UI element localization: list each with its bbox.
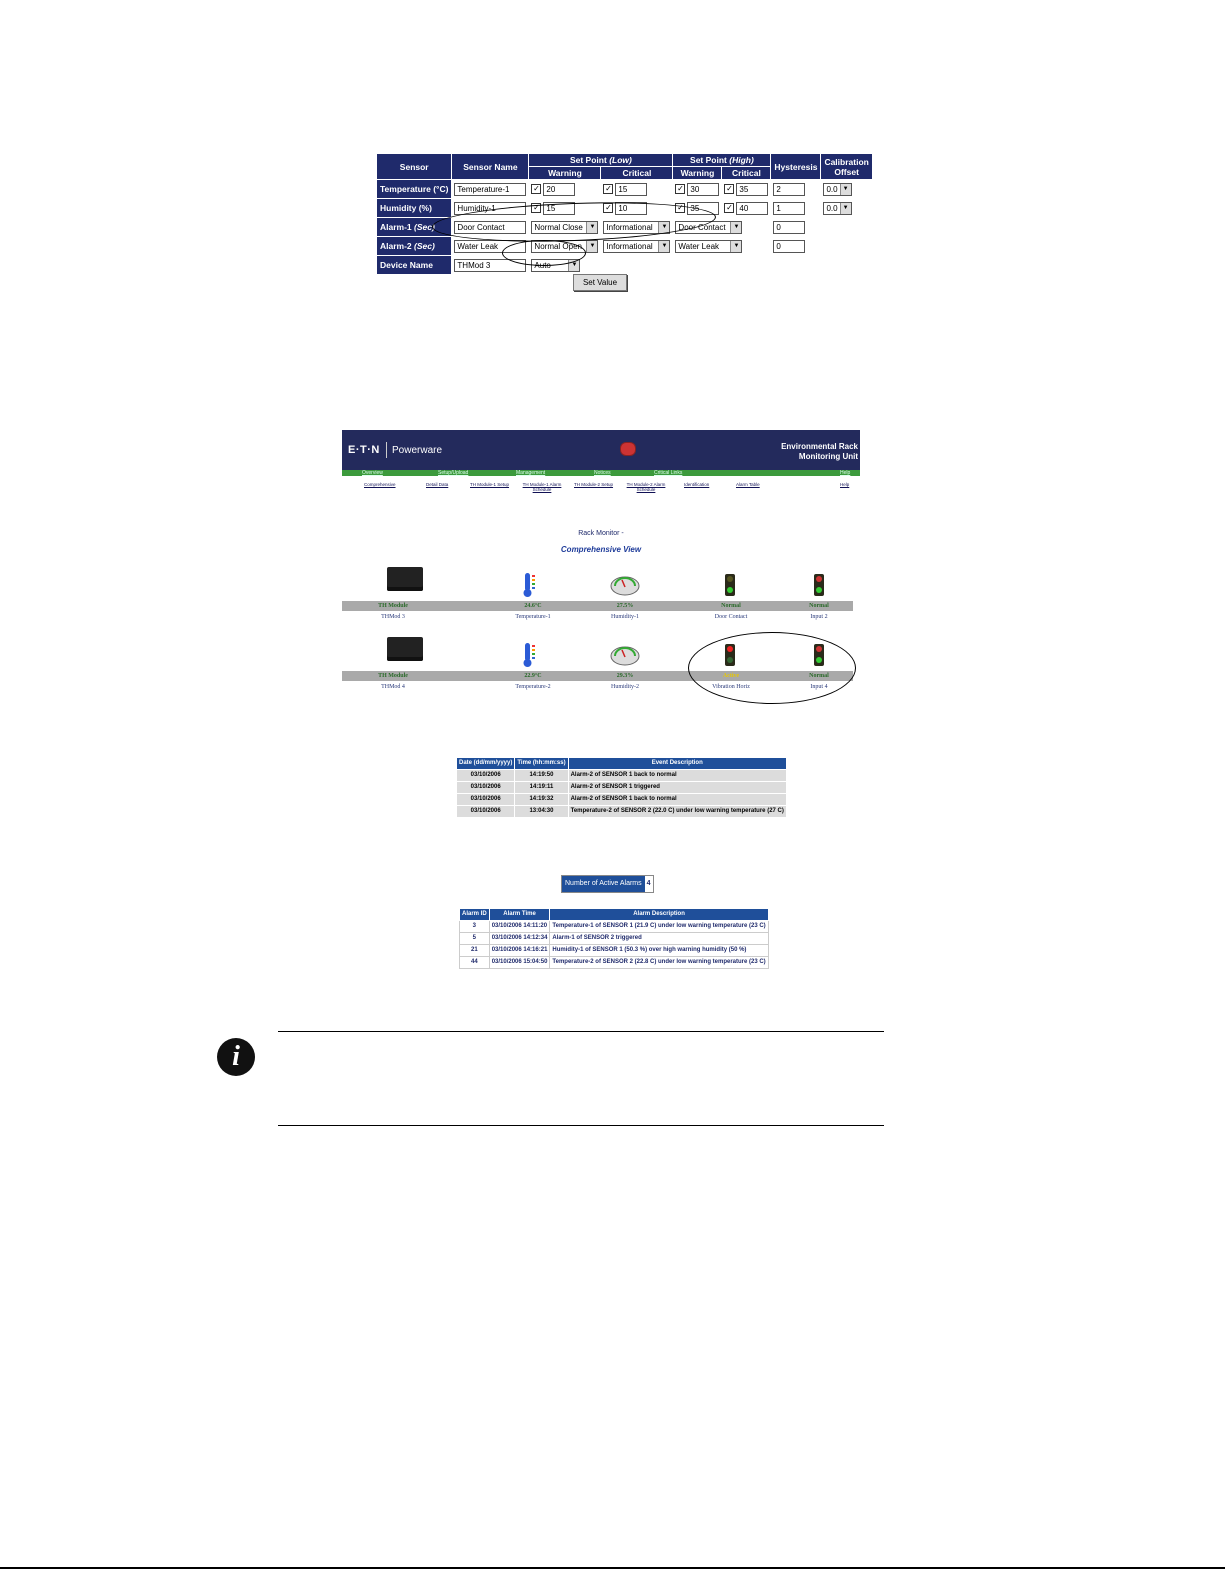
sensor-label: Humidity-2 [611,684,639,690]
chevron-down-icon: ▼ [658,241,669,252]
hysteresis-input[interactable]: 0 [773,221,805,234]
status-value: TH Module [378,603,408,609]
low-critical-input[interactable]: 15 [615,183,647,196]
low-warning-checkbox[interactable]: ✓ [533,184,540,193]
high-critical-checkbox[interactable]: ✓ [726,184,733,193]
alarm-table [459,908,769,969]
col-sensor-name: Sensor Name [452,154,528,179]
event-date: 03/10/2006 [457,794,515,806]
hysteresis-input[interactable]: 1 [773,202,805,215]
status-value: 29.3% [616,673,634,679]
page-heading: Rack Monitor - [578,530,624,537]
chevron-down-icon: ▼ [586,241,597,252]
col-setpoint-high: Set Point (High) [673,154,770,166]
alarm-type-select[interactable]: Door Contact ▼ [675,221,742,234]
high-warning-input[interactable]: 30 [687,183,719,196]
alarm-table-panel [459,908,766,969]
alarm-time: 03/10/2006 14:16:21 [489,945,550,957]
sensor-label: Door Contact [714,614,748,620]
humidity-gauge-icon [610,644,640,666]
active-alarm-label: Number of Active Alarms [562,876,645,892]
chevron-down-icon: ▼ [730,222,741,233]
device-name-input[interactable]: THMod 3 [454,259,526,272]
table-row [457,806,787,818]
status-value: Normal [809,673,829,679]
chevron-down-icon: ▼ [568,260,579,271]
status-value: Active [722,673,740,679]
subnav-detail-data[interactable]: Detail Data [426,482,449,487]
nav-notices[interactable]: Notices [594,470,611,476]
col-date: Date (dd/mm/yyyy) [457,758,515,770]
chevron-down-icon: ▼ [658,222,669,233]
hysteresis-input[interactable]: 0 [773,240,805,253]
callout-ellipse [502,240,586,266]
event-description: Alarm-2 of SENSOR 1 back to normal [568,794,786,806]
event-time: 14:19:32 [515,794,568,806]
sensor-name-input[interactable]: Water Leak [454,240,526,253]
alarm-type-select[interactable]: Water Leak ▼ [675,240,742,253]
subnav-th2-alarm[interactable]: TH Module-2 Alarm Schedule [626,482,666,492]
subnav-identification[interactable]: Identification [684,482,710,487]
severity-select[interactable]: Informational ▼ [603,221,670,234]
sensor-label: THMod 3 [381,614,405,620]
col-sensor: Sensor [377,154,451,179]
subnav-help[interactable]: Help [840,482,850,487]
sensor-label: Input 2 [810,614,828,620]
col-setpoint-low: Set Point (Low) [529,154,672,166]
col-alarm-time: Alarm Time [489,909,550,921]
low-warning-input[interactable]: 15 [543,202,575,215]
info-icon: i [217,1038,255,1076]
app-header [342,430,860,470]
th-module-icon [387,567,423,591]
col-event-description: Event Description [568,758,786,770]
low-critical-checkbox[interactable]: ✓ [605,203,612,212]
col-low-warning: Warning [529,167,600,179]
contact-mode-select[interactable]: Normal Open ▼ [531,240,598,253]
status-value: 24.6°C [524,603,542,609]
event-date: 03/10/2006 [457,770,515,782]
row-label: Humidity (%) [377,199,451,217]
alarm-description: Humidity-1 of SENSOR 1 (50.3 %) over high warning humidity (50 %) [550,945,768,957]
note-rule-bottom [278,1125,884,1126]
col-calibration: Calibration Offset [821,154,871,179]
main-nav [342,470,860,476]
event-time: 13:04:30 [515,806,568,818]
logo-divider [386,442,387,458]
table-row [377,237,872,255]
th-module-icon [387,637,423,661]
eaton-logo: E·T·N [348,444,380,456]
alarm-time: 03/10/2006 14:12:34 [489,933,550,945]
nav-setup[interactable]: Setup/Upload [438,470,469,476]
app-title: Environmental Rack Monitoring Unit [781,442,858,461]
table-row [457,782,787,794]
alarm-time: 03/10/2006 15:04:50 [489,957,550,969]
high-warning-checkbox[interactable]: ✓ [677,203,684,212]
page-subheading: Comprehensive View [560,545,642,554]
event-description: Alarm-2 of SENSOR 1 back to normal [568,770,786,782]
alarm-description: Temperature-2 of SENSOR 2 (22.8 C) under low warning temperature (23 C) [550,957,768,969]
thermometer-icon [522,572,536,598]
calibration-select[interactable]: 0.0 ▼ [823,202,851,215]
table-row [460,933,769,945]
event-time: 14:19:50 [515,770,568,782]
sensor-name-input[interactable]: Temperature-1 [454,183,526,196]
low-warning-checkbox[interactable]: ✓ [533,203,540,212]
active-alarm-value: 4 [646,880,651,887]
high-critical-input[interactable]: 35 [736,183,768,196]
status-strip [342,601,853,611]
nav-critical-links[interactable]: Critical Links [654,470,683,476]
chevron-down-icon: ▼ [586,222,597,233]
calibration-select[interactable]: 0.0 ▼ [823,183,851,196]
subnav-comprehensive[interactable]: Comprehensive [364,482,396,487]
event-time: 14:19:11 [515,782,568,794]
severity-select[interactable]: Informational ▼ [603,240,670,253]
low-warning-input[interactable]: 20 [543,183,575,196]
subnav-th2-setup[interactable]: TH Module-2 Setup [574,482,614,487]
subnav-th1-alarm[interactable]: TH Module-1 Alarm Schedule [522,482,562,492]
table-row [457,794,787,806]
low-critical-input[interactable]: 10 [615,202,647,215]
sensor-label: Input 4 [810,684,828,690]
table-row [377,180,872,198]
event-log-panel [456,757,784,818]
alarm-id: 3 [460,921,490,933]
event-description: Alarm-2 of SENSOR 1 triggered [568,782,786,794]
status-value: 22.9°C [524,673,542,679]
low-critical-checkbox[interactable]: ✓ [605,184,612,193]
col-hysteresis: Hysteresis [771,154,820,179]
chevron-down-icon: ▼ [840,184,851,195]
high-critical-checkbox[interactable]: ✓ [726,203,733,212]
row-label: Alarm-1 (Sec) [377,218,451,236]
contact-mode-select[interactable]: Normal Close ▼ [531,221,598,234]
alarm-description: Alarm-1 of SENSOR 2 triggered [550,933,768,945]
col-alarm-id: Alarm ID [460,909,490,921]
col-time: Time (hh:mm:ss) [515,758,568,770]
alarm-id: 44 [460,957,490,969]
alarm-description: Temperature-1 of SENSOR 1 (21.9 C) under low warning temperature (23 C) [550,921,768,933]
chevron-down-icon: ▼ [730,241,741,252]
traffic-light-normal-icon [814,574,824,596]
row-label: Device Name [377,256,451,274]
col-alarm-description: Alarm Description [550,909,768,921]
nav-overview[interactable]: Overview [362,470,383,476]
nav-management[interactable]: Management [516,470,546,476]
row-label: Temperature (°C) [377,180,451,198]
callout-ellipse [688,632,856,704]
event-description: Temperature-2 of SENSOR 2 (22.0 C) under low warning temperature (27 C) [568,806,786,818]
table-row [457,770,787,782]
chevron-down-icon: ▼ [840,203,851,214]
event-date: 03/10/2006 [457,782,515,794]
col-low-critical: Critical [601,167,672,179]
table-row [377,256,872,274]
high-critical-input[interactable]: 40 [736,202,768,215]
brand-name: Powerware [392,445,443,456]
status-value: Normal [721,603,741,609]
sensor-name-input[interactable]: Door Contact [454,221,526,234]
table-row [460,945,769,957]
set-value-button[interactable]: Set Value [573,274,627,291]
sensor-label: Humidity-1 [611,614,639,620]
status-value: 27.5% [616,603,634,609]
col-high-critical: Critical [722,167,770,179]
alarm-id: 5 [460,933,490,945]
note-rule-top [278,1031,884,1032]
humidity-gauge-icon [610,574,640,596]
subnav-alarm-table[interactable]: Alarm Table [736,482,760,487]
table-row [460,921,769,933]
active-alarm-count [561,875,654,893]
high-warning-checkbox[interactable]: ✓ [677,184,684,193]
thermometer-icon [522,642,536,668]
alarm-time: 03/10/2006 14:11:20 [489,921,550,933]
status-value: Normal [809,603,829,609]
high-warning-input[interactable]: 35 [687,202,719,215]
event-date: 03/10/2006 [457,806,515,818]
sensor-label: Temperature-2 [515,684,551,690]
device-status-icon [620,442,636,456]
device-mode-select[interactable]: Auto ▼ [531,259,580,272]
sensor-label: Temperature-1 [515,614,551,620]
event-log-table [456,757,787,818]
col-high-warning: Warning [673,167,721,179]
subnav-th1-setup[interactable]: TH Module-1 Setup [470,482,510,487]
table-row [460,957,769,969]
sensor-label: Vibration Horiz [712,684,750,690]
row-label: Alarm-2 (Sec) [377,237,451,255]
status-value: TH Module [378,673,408,679]
sensor-label: THMod 4 [381,684,405,690]
alarm-id: 21 [460,945,490,957]
hysteresis-input[interactable]: 2 [773,183,805,196]
name-strip [342,613,853,623]
sensor-name-input[interactable]: Humidity-1 [454,202,526,215]
page-bottom-rule [0,1567,1225,1569]
nav-help[interactable]: Help [840,470,851,476]
traffic-light-normal-icon [725,574,735,596]
